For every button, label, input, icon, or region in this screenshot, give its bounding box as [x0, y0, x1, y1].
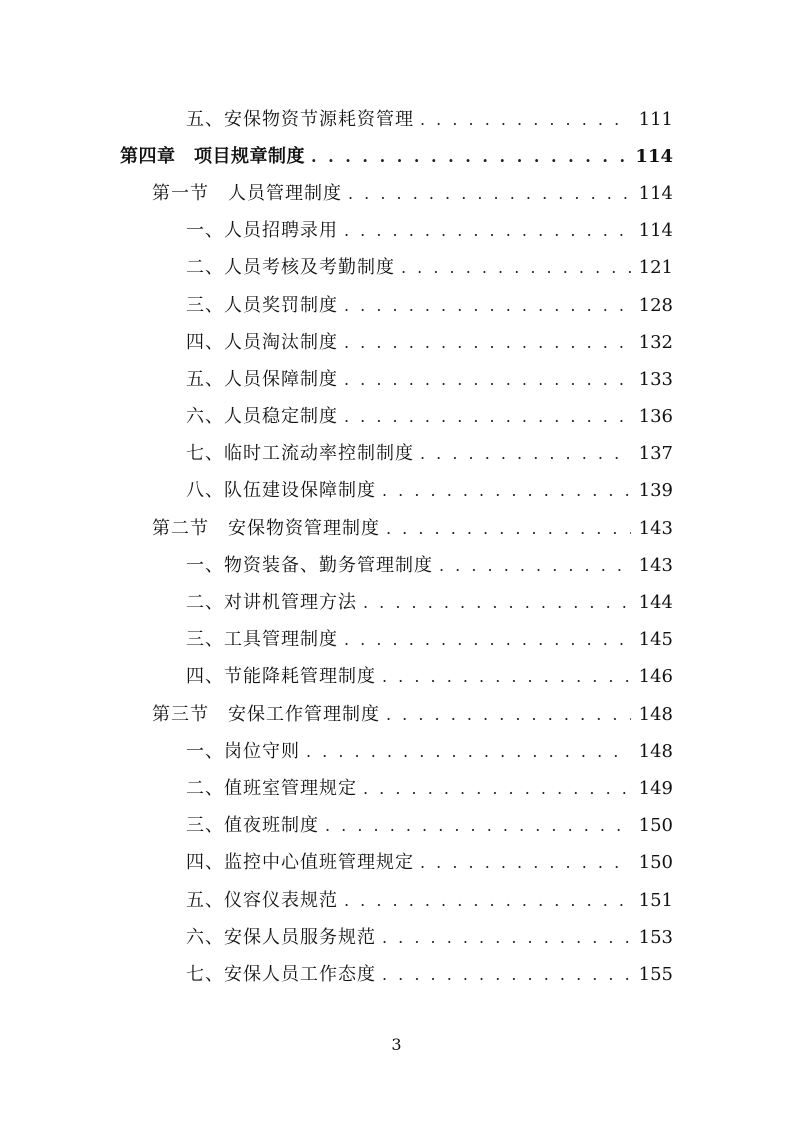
- toc-entry-line: [186, 257, 673, 279]
- toc-entry-title: 六、安保人员服务规范: [186, 926, 376, 948]
- toc-entry-page: 151: [638, 889, 673, 911]
- toc-entry-page: 148: [638, 703, 673, 725]
- toc-entry-page: 139: [638, 480, 673, 502]
- toc-entry-line: [186, 778, 673, 800]
- toc-chapter-entry[interactable]: [0, 138, 793, 175]
- toc-entry-page: 114: [638, 182, 673, 204]
- toc-item-entry[interactable]: [0, 808, 793, 845]
- toc-entry-title: 二、人员考核及考勤制度: [186, 257, 395, 279]
- toc-item-entry[interactable]: [0, 473, 793, 510]
- toc-item-entry[interactable]: [0, 250, 793, 287]
- toc-item-entry[interactable]: [0, 324, 793, 361]
- toc-dot-leader: [420, 109, 631, 131]
- toc-entry-page: 111: [638, 108, 673, 130]
- toc-dot-leader: [382, 480, 631, 502]
- toc-entry-title: 一、物资装备、勤务管理制度: [186, 554, 433, 576]
- toc-entry-title: 三、值夜班制度: [186, 815, 319, 837]
- toc-dot-leader: [363, 592, 631, 614]
- toc-entry-line: [186, 890, 673, 912]
- toc-entry-line: [186, 480, 673, 502]
- toc-entry-line: [186, 332, 673, 354]
- toc-dot-leader: [363, 778, 631, 800]
- toc-entry-page: 148: [638, 740, 673, 762]
- toc-item-entry[interactable]: [0, 584, 793, 621]
- toc-dot-leader: [382, 666, 631, 688]
- toc-entry-line: [186, 815, 673, 837]
- toc-entry-line: [186, 220, 673, 242]
- toc-entry-page: 128: [638, 294, 673, 316]
- toc-entry-title: 五、人员保障制度: [186, 368, 338, 390]
- toc-dot-leader: [344, 629, 631, 651]
- toc-entry-title: 三、人员奖罚制度: [186, 294, 338, 316]
- toc-entry-page: 143: [638, 517, 673, 539]
- toc-dot-leader: [382, 927, 631, 949]
- toc-entry-title: 七、临时工流动率控制制度: [186, 443, 414, 465]
- toc-entry-title: 二、对讲机管理方法: [186, 592, 357, 614]
- table-of-contents: [0, 101, 793, 994]
- toc-entry-line: [186, 295, 673, 317]
- toc-item-entry[interactable]: [0, 622, 793, 659]
- toc-entry-page: 150: [638, 852, 673, 874]
- toc-entry-line: [186, 443, 673, 465]
- toc-entry-title: 五、安保物资节源耗资管理: [186, 108, 414, 130]
- toc-entry-line: [186, 369, 673, 391]
- toc-entry-title: 二、值班室管理规定: [186, 777, 357, 799]
- toc-dot-leader: [439, 555, 631, 577]
- toc-entry-page: 137: [638, 443, 673, 465]
- toc-item-entry[interactable]: [0, 213, 793, 250]
- toc-entry-line: [186, 592, 673, 614]
- toc-dot-leader: [311, 146, 627, 168]
- toc-entry-page: 155: [638, 963, 673, 985]
- toc-entry-line: [152, 183, 673, 205]
- toc-dot-leader: [401, 257, 631, 279]
- toc-section-entry[interactable]: [0, 175, 793, 212]
- toc-entry-title: 四、监控中心值班管理规定: [186, 852, 414, 874]
- toc-entry-title: 第一节 人员管理制度: [152, 182, 342, 204]
- toc-item-entry[interactable]: [0, 287, 793, 324]
- toc-dot-leader: [386, 704, 631, 726]
- toc-entry-title: 一、人员招聘录用: [186, 220, 338, 242]
- toc-dot-leader: [420, 443, 631, 465]
- toc-dot-leader: [348, 183, 631, 205]
- toc-entry-page: 132: [638, 331, 673, 353]
- toc-item-entry[interactable]: [0, 770, 793, 807]
- toc-item-entry[interactable]: [0, 733, 793, 770]
- toc-dot-leader: [420, 852, 631, 874]
- toc-section-entry[interactable]: [0, 510, 793, 547]
- toc-entry-line: [186, 109, 673, 131]
- toc-entry-page: 149: [638, 777, 673, 799]
- toc-entry-page: 121: [638, 257, 673, 279]
- toc-entry-page: 133: [638, 368, 673, 390]
- toc-entry-page: 146: [638, 666, 673, 688]
- toc-dot-leader: [344, 369, 631, 391]
- toc-entry-line: [152, 518, 673, 540]
- toc-entry-title: 三、工具管理制度: [186, 629, 338, 651]
- toc-section-entry[interactable]: [0, 696, 793, 733]
- toc-entry-line: [186, 741, 673, 763]
- toc-entry-line: [152, 704, 673, 726]
- toc-item-entry[interactable]: [0, 101, 793, 138]
- toc-dot-leader: [344, 220, 631, 242]
- toc-entry-title: 四、人员淘汰制度: [186, 331, 338, 353]
- toc-entry-page: 144: [638, 592, 673, 614]
- toc-entry-title: 七、安保人员工作态度: [186, 963, 376, 985]
- toc-item-entry[interactable]: [0, 361, 793, 398]
- toc-entry-title: 一、岗位守则: [186, 740, 300, 762]
- toc-dot-leader: [382, 964, 631, 986]
- toc-entry-page: 150: [638, 815, 673, 837]
- toc-entry-title: 五、仪容仪表规范: [186, 889, 338, 911]
- toc-entry-page: 145: [638, 629, 673, 651]
- toc-item-entry[interactable]: [0, 845, 793, 882]
- toc-entry-title: 六、人员稳定制度: [186, 406, 338, 428]
- toc-entry-page: 114: [638, 220, 673, 242]
- toc-entry-page: 114: [635, 145, 673, 167]
- toc-dot-leader: [344, 332, 631, 354]
- toc-entry-page: 136: [638, 406, 673, 428]
- toc-entry-line: [186, 666, 673, 688]
- toc-item-entry[interactable]: [0, 436, 793, 473]
- toc-dot-leader: [325, 815, 631, 837]
- toc-dot-leader: [306, 741, 631, 763]
- toc-item-entry[interactable]: [0, 399, 793, 436]
- toc-item-entry[interactable]: [0, 547, 793, 584]
- toc-entry-title: 第三节 安保工作管理制度: [152, 703, 380, 725]
- toc-entry-line: [186, 927, 673, 949]
- toc-entry-line: [186, 555, 673, 577]
- toc-entry-line: [186, 852, 673, 874]
- toc-item-entry[interactable]: [0, 919, 793, 956]
- toc-entry-title: 第四章 项目规章制度: [120, 145, 305, 167]
- toc-entry-line: [186, 629, 673, 651]
- toc-entry-page: 143: [638, 554, 673, 576]
- toc-entry-line: [186, 964, 673, 986]
- toc-item-entry[interactable]: [0, 956, 793, 993]
- toc-dot-leader: [344, 295, 631, 317]
- toc-dot-leader: [344, 406, 631, 428]
- page-number: 3: [391, 1035, 402, 1054]
- toc-item-entry[interactable]: [0, 659, 793, 696]
- toc-entry-title: 八、队伍建设保障制度: [186, 480, 376, 502]
- toc-dot-leader: [386, 518, 631, 540]
- toc-entry-title: 第二节 安保物资管理制度: [152, 517, 380, 539]
- toc-item-entry[interactable]: [0, 882, 793, 919]
- toc-dot-leader: [344, 890, 631, 912]
- toc-entry-line: [186, 406, 673, 428]
- toc-entry-line: [120, 146, 673, 168]
- toc-entry-title: 四、节能降耗管理制度: [186, 666, 376, 688]
- toc-entry-page: 153: [638, 926, 673, 948]
